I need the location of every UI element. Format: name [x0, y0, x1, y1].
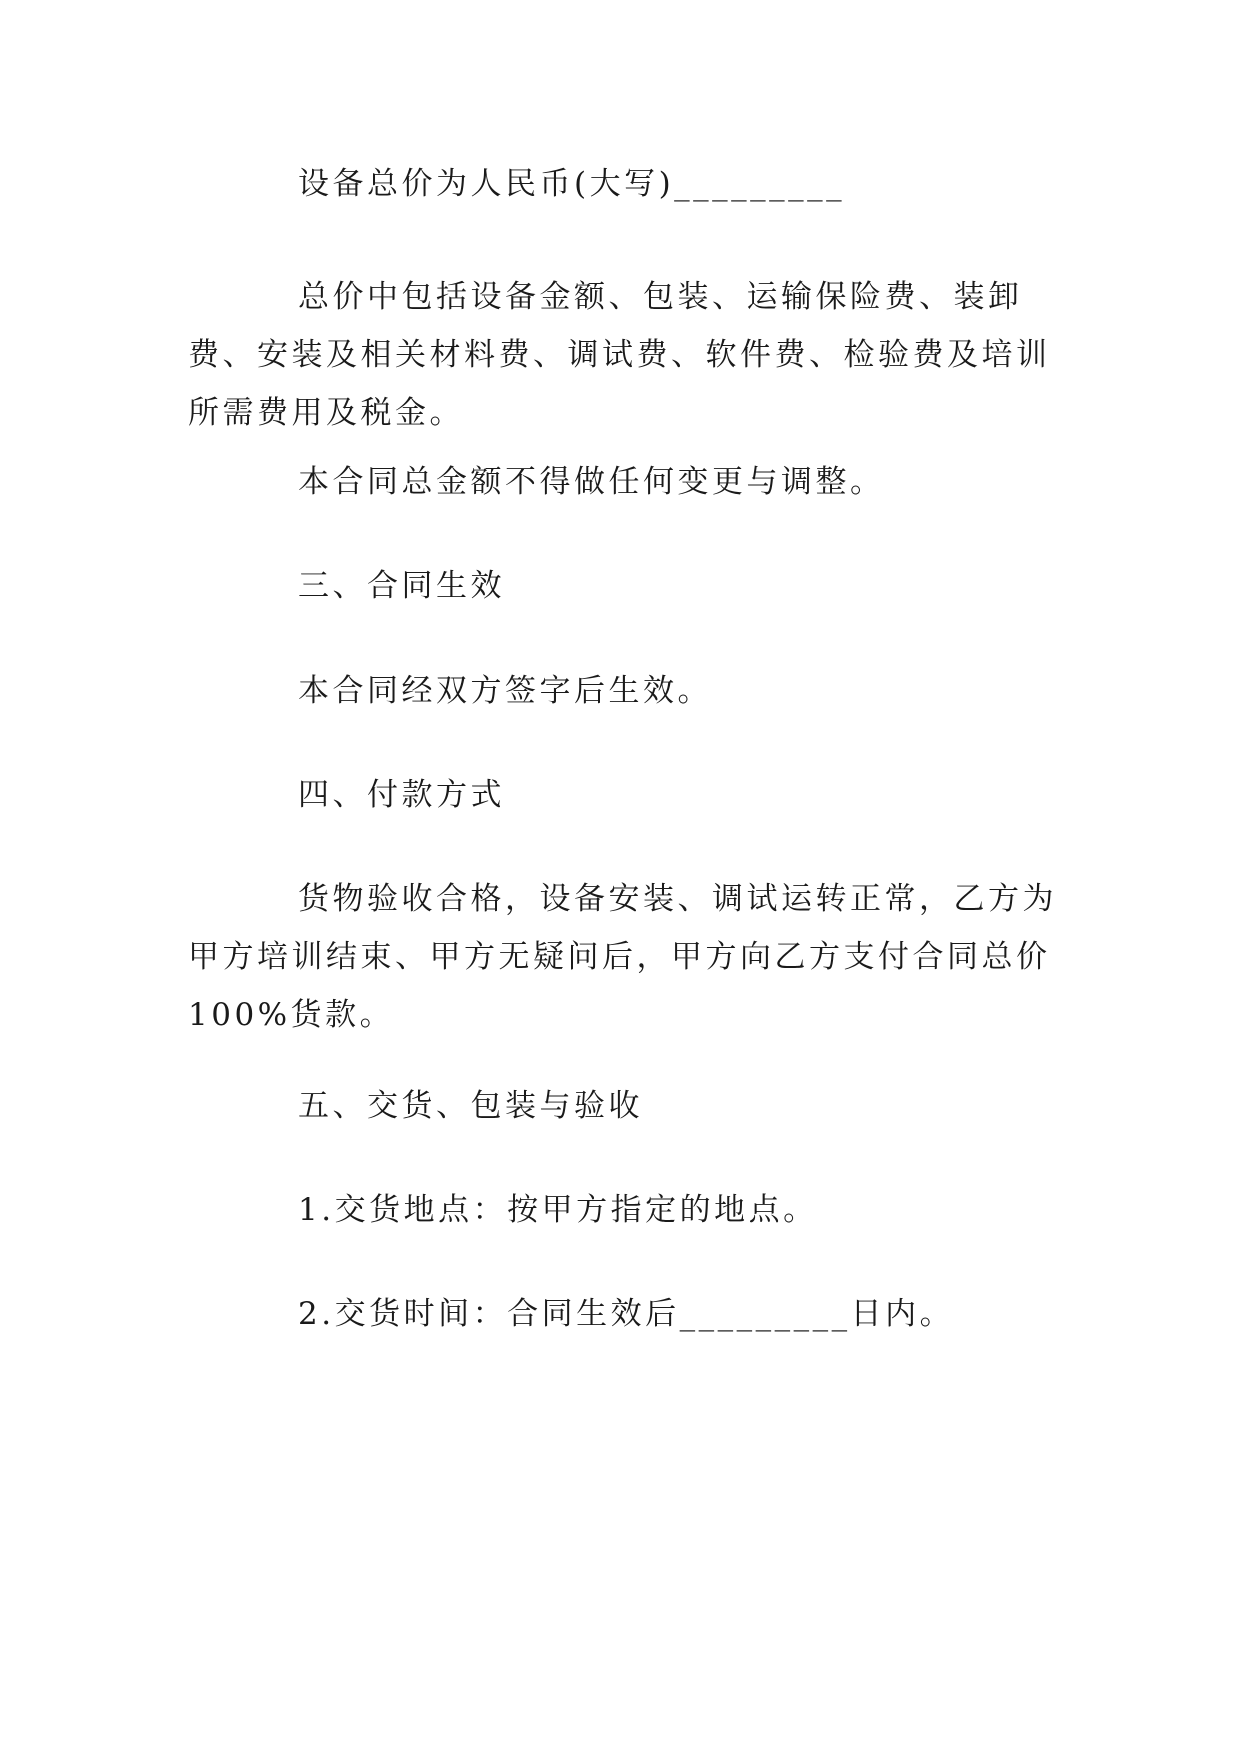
section-heading-payment: 四、付款方式	[298, 777, 505, 813]
price-includes-paragraph: 总价中包括设备金额、包装、运输保险费、装卸费、安装及相关材料费、调试费、软件费、检验费及培训所需费用及税金。	[188, 279, 1051, 431]
payment-paragraph: 货物验收合格，设备安装、调试运转正常，乙方为甲方培训结束、甲方无疑问后，甲方向乙方支付合同总价 100%货款。	[188, 881, 1064, 1033]
section-heading-delivery: 五、交货、包装与验收	[298, 1088, 643, 1124]
no-change-paragraph: 本合同总金额不得做任何变更与调整。	[298, 464, 885, 500]
total-price-line: 设备总价为人民币(大写)_________	[298, 166, 846, 202]
delivery-time-item: 2.交货时间：合同生效后_________日内。	[298, 1296, 955, 1332]
delivery-location-item: 1.交货地点：按甲方指定的地点。	[298, 1192, 818, 1228]
effective-paragraph: 本合同经双方签字后生效。	[298, 673, 712, 709]
section-heading-contract-effective: 三、合同生效	[298, 568, 505, 604]
